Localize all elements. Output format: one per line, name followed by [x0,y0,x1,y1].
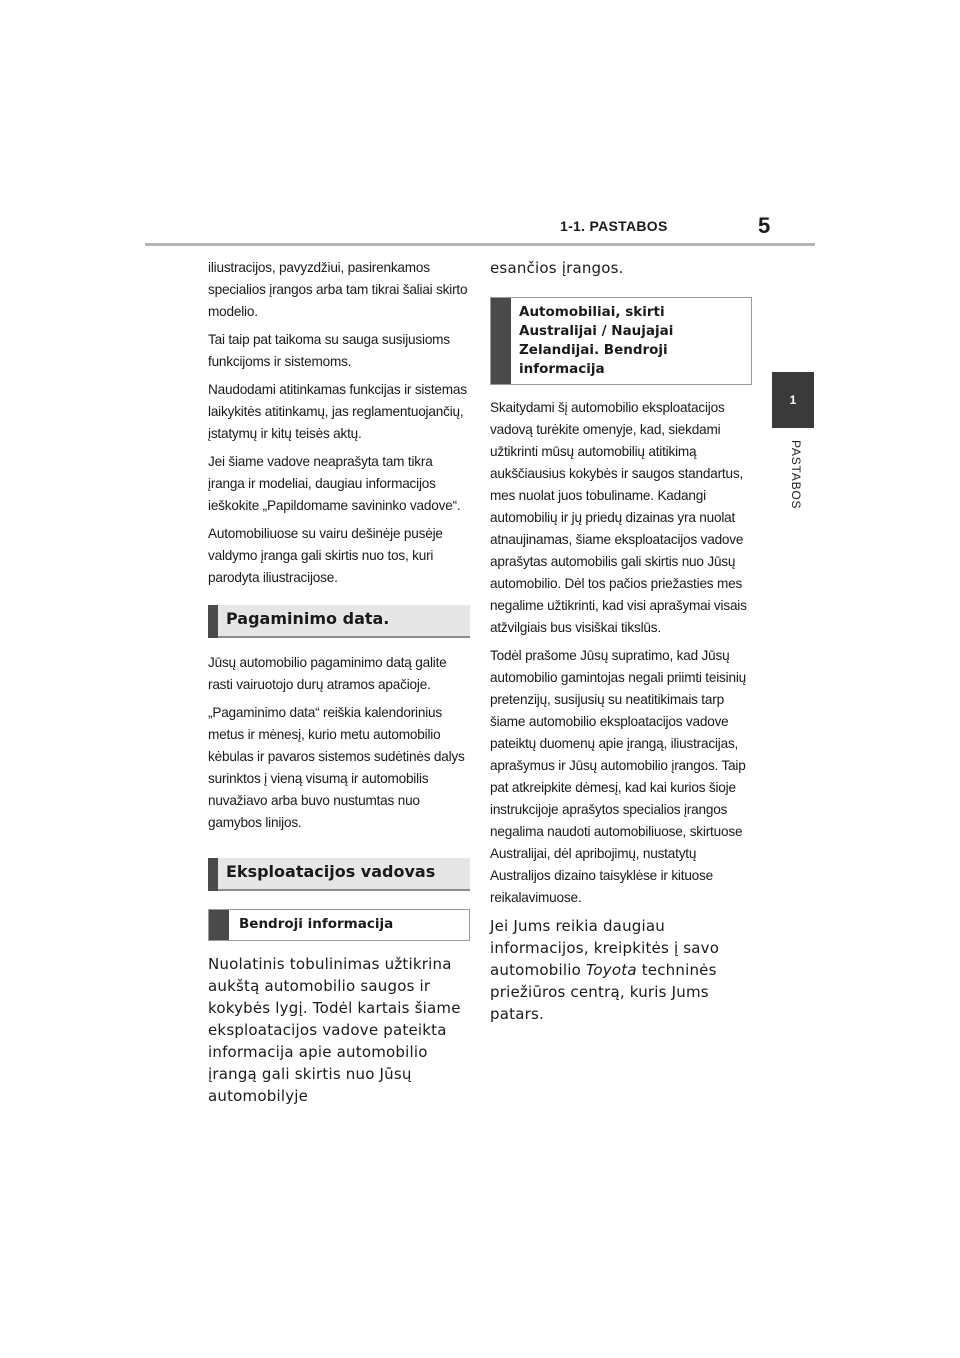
chapter-tab-label: PASTABOS [789,440,803,510]
heading-owners-manual [208,858,470,891]
subheading-marker [209,910,229,940]
text-run: techninės priežiūros centrą, kuris Jums patars. [490,961,717,1023]
paragraph [490,915,752,1025]
right-column [490,257,752,1031]
paragraph: Nuolatinis tobulinimas užtikrina aukštą automobilio saugos ir kokybės lygį. Todėl kartais šiame eksploatacijos vadove pateikta informacija apie automobilio įrangą gali skirtis nuo Jūsų automobilyje [208,955,461,1105]
subheading-marker [491,298,511,384]
paragraph: Todėl prašome Jūsų supratimo, kad Jūsų automobilio gamintojas negali priimti teisinių pretenzijų, susijusių su neatitikimais tarp šiame automobilio eksploatacijos vadove pateiktų duomenų apie įrangą, iliustracijas, aprašymus ir Jūsų automobilio įrangos. Taip pat atkreipkite dėmesį, kad kai kurios šioje instrukcijoje aprašytos specialios įrangos negalima naudoti automobiliuose, skirtuose Australijai, dėl apribojimų, nustatytų Australijos dizaino taisyklėse ir kituose reikalavimuose. [490,648,747,905]
heading-text: Pagaminimo data. [226,609,390,628]
subheading-text: Automobiliai, skirti Australijai / Naujajai Zelandijai. Bendroji informacija [519,304,674,377]
paragraph: Naudodami atitinkamas funkcijas ir sistemas laikykitės atitinkamų, jas reglamentuojančių, įstatymų ir kitų teisės aktų. [208,382,467,441]
paragraph: esančios įrangos. [490,259,624,277]
paragraph: „Pagaminimo data“ reiškia kalendorinius metus ir mėnesį, kurio metu automobilio kėbulas ir pavaros sistemos sudėtinės dalys surinktos į vieną visumą ir automobilis nuvažiavo arba buvo nustumtas nuo gamybos linijos. [208,705,465,830]
text-run: Jei Jums reikia daugiau informacijos, kreipkitės į savo automobilio [490,917,720,979]
left-column [208,257,470,1113]
section-title: 1-1. PASTABOS [560,218,668,234]
heading-marker [208,858,218,891]
paragraph: Automobiliuose su vairu dešinėje pusėje valdymo įranga gali skirtis nuo tos, kuri parodyta iliustracijose. [208,526,443,585]
heading-text: Eksploatacijos vadovas [226,862,436,881]
paragraph: Skaitydami šį automobilio eksploatacijos vadovą turėkite omenyje, kad, siekdami užtikrinti mūsų automobilių atitikimą aukščiausius kokybės ir saugos standartus, mes nuolat juos tobuliname. Kadangi automobilių ir jų priedų dizainas yra nuolat atnaujinamas, šiame eksploatacijos vadove aprašytas automobilis gali skirtis nuo Jūsų automobilio. Dėl tos pačios priežasties mes negalime užtikrinti, kad visi aprašymai visais atžvilgiais bus visiškai tikslūs. [490,400,747,635]
heading-marker [208,605,218,638]
page-number: 5 [758,213,771,238]
chapter-tab[interactable]: 1 [772,372,814,428]
subheading-text: Bendroji informacija [239,916,394,932]
heading-manufacture-date [208,605,470,638]
brand-name: Toyota [585,961,637,979]
paragraph: Tai taip pat taikoma su sauga susijusioms funkcijoms ir sistemoms. [208,332,450,369]
subheading-australia-nz [490,297,752,385]
paragraph: iliustracijos, pavyzdžiui, pasirenkamos specialios įrangos arba tam tikrai šaliai skirto modelio. [208,260,468,319]
paragraph: Jei šiame vadove neaprašyta tam tikra įranga ir modeliai, daugiau informacijos ieškokite „Papildomame savininko vadove“. [208,454,461,513]
paragraph: Jūsų automobilio pagaminimo datą galite rasti vairuotojo durų atramos apačioje. [208,655,447,692]
subheading-general-info [208,909,470,941]
header-divider [145,243,815,246]
